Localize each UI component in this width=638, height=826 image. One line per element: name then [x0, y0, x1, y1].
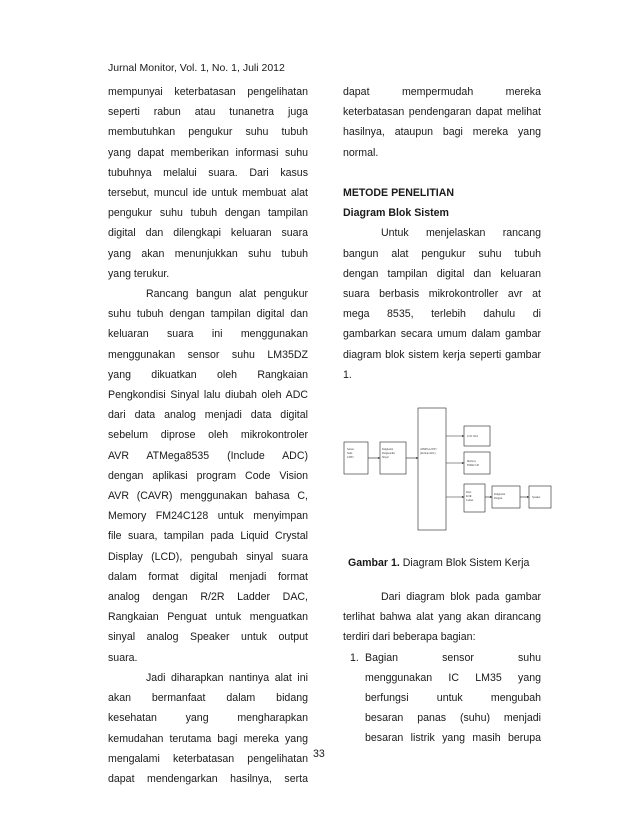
- text-line: bangun alat pengukur suhu tubuh: [343, 247, 541, 260]
- text-line: file suara, tampilan pada Liquid Crystal: [108, 530, 308, 543]
- sensor-label-2: Suhu: [347, 452, 353, 455]
- page-number: 33: [313, 748, 325, 760]
- text-line: gambarkan secara umum dalam gambar: [343, 328, 541, 341]
- conditioner-label-1: Rangkaian: [382, 448, 394, 451]
- sensor-label-3: LM35: [347, 456, 354, 459]
- text-line: seperti rabun atau tunanetra juga: [108, 106, 308, 119]
- text-line: diagram blok sistem kerja seperti gambar: [343, 348, 541, 361]
- text-line: keterbatasan pendengaran dapat melihat: [343, 106, 541, 119]
- text-line: tubuhnya melalui suara. Dari kasus: [108, 166, 308, 179]
- text-line: membutuhkan pengukur suhu tubuh: [108, 126, 308, 139]
- memory-label-2: FM24C128: [467, 464, 479, 467]
- text-line: terlihat bahwa alat yang akan dirancang: [343, 611, 541, 624]
- text-line: hasilnya, ataupun bagi mereka yang: [343, 126, 541, 139]
- caption-label: Gambar 1.: [348, 557, 400, 569]
- text-line: dapat mempermudah mereka: [343, 86, 541, 98]
- text-line: Rangkaian Penguat untuk menguatkan: [108, 611, 308, 624]
- list-number: 1.: [350, 651, 359, 664]
- text-line: Bagian sensor suhu: [365, 651, 541, 664]
- text-line: dengan tampilan digital dan keluaran: [343, 267, 541, 280]
- text-line: mempunyai keterbatasan pengelihatan: [108, 86, 308, 98]
- right-column-top: [343, 82, 541, 385]
- list-item: [343, 648, 541, 749]
- amplifier-label-2: Penguat: [494, 497, 503, 500]
- text-line: digital dan dilengkapi keluaran suara: [108, 227, 308, 240]
- text-line: mega 8535, terlebih dahulu di: [343, 308, 541, 321]
- text-line: menggunakan IC LM35 yang: [365, 671, 541, 684]
- text-line: terdiri dari beberapa bagian:: [343, 631, 476, 644]
- text-line: sebelum diprose oleh mikrokontroler: [108, 429, 308, 442]
- caption-text: Diagram Blok Sistem Kerja: [402, 557, 530, 569]
- microcontroller-block: [418, 408, 446, 530]
- memory-block: [464, 452, 490, 474]
- text-line: 1.: [343, 368, 352, 381]
- text-line: mengalami keterbatasan pengelihatan: [108, 752, 308, 765]
- sensor-label-1: Sensor: [347, 448, 355, 451]
- conditioner-label-3: Sinyal: [382, 456, 389, 459]
- text-line: normal.: [343, 146, 379, 159]
- text-line: yang dikuatkan oleh Rangkaian: [108, 368, 308, 381]
- speaker-label: Speaker: [532, 496, 541, 499]
- block-diagram: [343, 390, 553, 545]
- text-line: akan bermanfaat dalam bidang: [108, 692, 308, 705]
- text-line: besaran listrik yang masih berupa: [365, 732, 541, 745]
- dac-label-2: R/2R: [466, 495, 472, 498]
- text-line: Memory FM24C128 untuk menyimpan: [108, 510, 308, 523]
- text-line: AVR (CAVR) menggunakan bahasa C,: [108, 490, 308, 503]
- text-line: dalam format digital menjadi format: [108, 570, 308, 583]
- text-line: analog dengan R/2R Ladder DAC,: [108, 591, 308, 604]
- text-line: dapat mendengarkan hasilnya, serta: [108, 772, 308, 785]
- text-line: menggunakan sensor suhu LM35DZ: [108, 348, 308, 361]
- text-line: Rancang bangun alat pengukur: [146, 288, 308, 301]
- amplifier-label-1: Rangkaian: [494, 493, 506, 496]
- subsection-heading: Diagram Blok Sistem: [343, 207, 449, 220]
- figure-caption: [348, 557, 529, 569]
- text-line: Display (LCD), pengubah sinyal suara: [108, 550, 308, 563]
- dac-label-3: Ladder: [466, 499, 474, 502]
- dac-block: [464, 484, 485, 512]
- right-column-bottom: [343, 587, 541, 749]
- text-line: yang terukur.: [108, 267, 170, 280]
- text-line: pengukur suhu tubuh dengan tampilan: [108, 207, 308, 220]
- text-line: Pengkondisi Sinyal lalu diubah oleh ADC: [108, 389, 308, 402]
- text-line: sinyal analog Speaker untuk output: [108, 631, 308, 644]
- lcd-label: LCD 16x2: [467, 435, 479, 438]
- text-line: kemudahan terutama bagi mereka yang: [108, 732, 308, 745]
- text-line: suara berbasis mikrokontroller avr at: [343, 288, 541, 301]
- text-line: dari data analog menjadi data digital: [108, 409, 308, 422]
- text-line: dengan aplikasi program Code Vision: [108, 469, 308, 482]
- component-list: [343, 648, 541, 749]
- text-line: Untuk menjelaskan rancang: [381, 227, 541, 240]
- text-line: suhu tubuh dengan tampilan digital dan: [108, 308, 308, 321]
- text-line: suara.: [108, 651, 138, 664]
- text-line: yang dapat memberikan informasi suhu: [108, 146, 308, 159]
- text-line: tersebut, muncul ide untuk membuat alat: [108, 187, 308, 200]
- text-line: Jadi diharapkan nantinya alat ini: [146, 671, 308, 684]
- running-head: Jurnal Monitor, Vol. 1, No. 1, Juli 2012: [108, 62, 285, 74]
- section-heading: METODE PENELITIAN: [343, 187, 455, 199]
- text-line: kesehatan yang mengharapkan: [108, 712, 308, 725]
- text-line: berfungsi untuk mengubah: [365, 692, 541, 705]
- text-line: yang akan menunjukkan suhu tubuh: [108, 247, 308, 260]
- text-line: keluaran suara ini menggunakan: [108, 328, 308, 341]
- text-line: besaran panas (suhu) menjadi: [365, 712, 541, 725]
- text-line: AVR ATMega8535 (Include ADC): [108, 449, 308, 462]
- conditioner-label-2: Pengkondisi: [382, 452, 395, 455]
- left-column: [108, 82, 308, 789]
- mcu-label-2: (Include ADC): [420, 452, 436, 455]
- memory-label-1: Memory: [467, 460, 476, 463]
- mcu-label-1: ATMEGA 8535: [420, 448, 437, 451]
- text-line: Dari diagram blok pada gambar: [381, 591, 541, 603]
- dac-label-1: DAC: [466, 491, 472, 494]
